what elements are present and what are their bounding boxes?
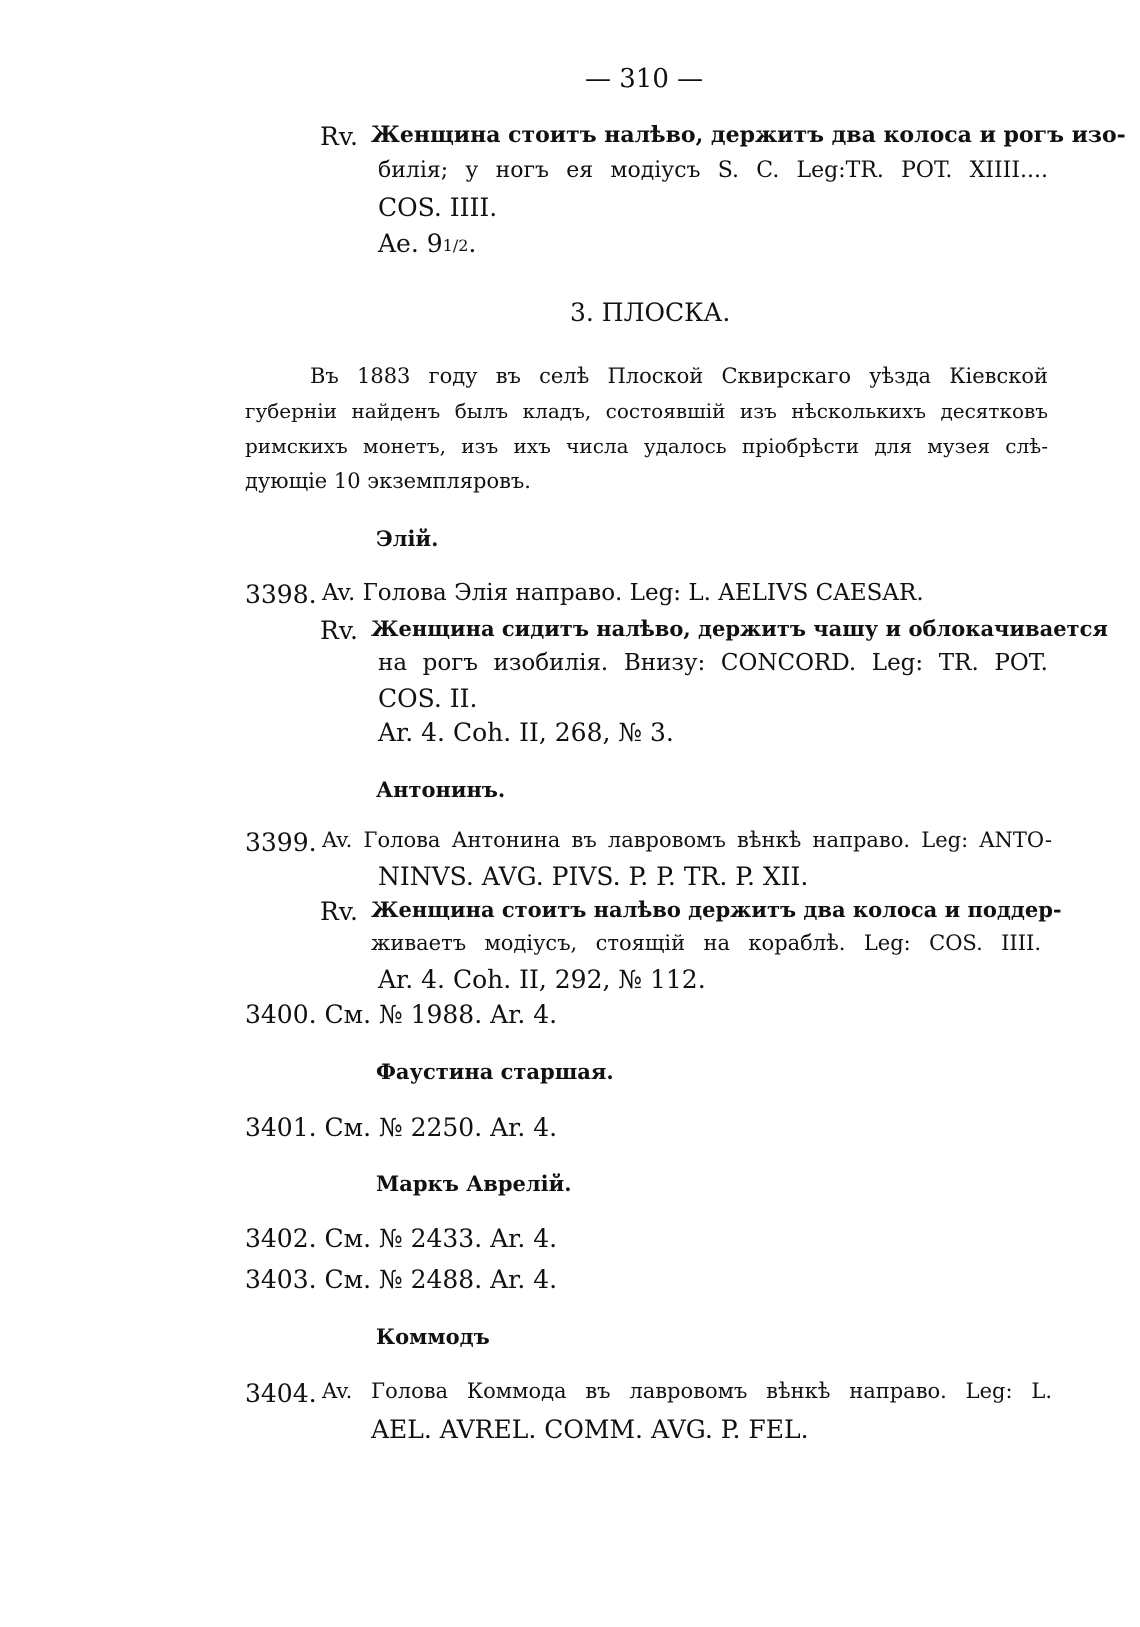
av-line: NINVS. AVG. PIVS. P. P. TR. P. XII. [378,862,809,891]
rv-text-line: Женщина стоитъ налѣво, держитъ два колоса и рогъ изо- [371,122,1126,148]
rv-label: Rv. [320,122,358,151]
rv-text-line: на рогъ изобилія. Внизу: CONCORD. Leg: TR. POT. [378,650,1048,676]
av-line: AEL. AVREL. COMM. AVG. P. FEL. [371,1415,809,1444]
rv-text-line: Женщина сидитъ налѣво, держитъ чашу и облокачивается [371,616,1108,641]
av-line: Av. Голова Антонина въ лавровомъ вѣнкѣ направо. Leg: ANTO- [322,828,1052,852]
reference: Ar. 4. Coh. II, 292, № 112. [378,965,706,994]
metal-size-text: Ae. 9 [378,229,443,258]
catalog-number: 3399. [245,828,317,857]
intro-line: губерніи найденъ былъ кладъ, состоявшій изъ нѣсколькихъ десятковъ [245,399,1048,423]
metal-size [378,231,476,256]
emperor-heading: Коммодъ [376,1324,490,1349]
emperor-heading: Элій. [376,526,439,551]
catalog-number: 3404. [245,1379,317,1408]
catalog-entry: 3401. См. № 2250. Ar. 4. [245,1113,558,1142]
metal-size-end: . [468,229,477,258]
rv-text-line: COS. IIII. [378,193,498,222]
intro-line: Въ 1883 году въ селѣ Плоской Сквирскаго уѣзда Кіевской [310,364,1048,388]
catalog-number: 3398. [245,580,317,609]
catalog-entry: 3402. См. № 2433. Ar. 4. [245,1224,558,1253]
rv-text-line: билія; у ногъ ея модіусъ S. C. Leg:TR. POT. XIIII.... [378,158,1048,183]
rv-text-line: COS. II. [378,684,478,713]
metal-size-fraction: 1/2 [442,236,469,255]
rv-label: Rv. [320,897,358,926]
rv-text-line: Женщина стоитъ налѣво держитъ два колоса и поддер- [371,897,1062,922]
rv-label: Rv. [320,616,358,645]
section-title: 3. ПЛОСКА. [570,298,731,327]
intro-line: римскихъ монетъ, изъ ихъ числа удалось пріобрѣсти для музея слѣ- [245,434,1048,458]
catalog-entry: 3400. См. № 1988. Ar. 4. [245,1000,558,1029]
reference: Ar. 4. Coh. II, 268, № 3. [378,718,674,747]
rv-text-line: живаетъ модіусъ, стоящій на кораблѣ. Leg: COS. IIII. [371,931,1041,955]
emperor-heading: Антонинъ. [376,777,506,802]
catalog-entry: 3403. См. № 2488. Ar. 4. [245,1265,558,1294]
emperor-heading: Маркъ Аврелій. [376,1171,572,1196]
intro-line: дующіе 10 экземпляровъ. [245,469,531,493]
av-line: Av. Голова Элія направо. Leg: L. AELIVS CAESAR. [322,580,924,606]
emperor-heading: Фаустина старшая. [376,1059,614,1084]
page-number: — 310 — [585,64,704,94]
av-line: Av. Голова Коммода въ лавровомъ вѣнкѣ направо. Leg: L. [322,1379,1052,1403]
